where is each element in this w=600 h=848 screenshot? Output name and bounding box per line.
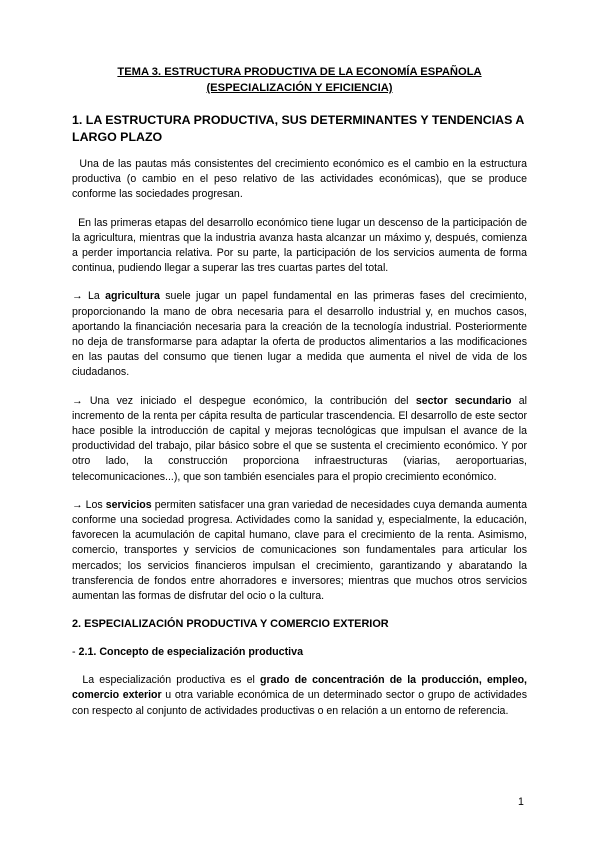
section-1-heading: 1. LA ESTRUCTURA PRODUCTIVA, SUS DETERMINANTES Y TENDENCIAS A LARGO PLAZO [72, 113, 524, 144]
document-page [72, 64, 527, 719]
agriculture-paragraph: → La agricultura suele jugar un papel fundamental en las primeras fases del crecimiento, proporcionando la mano de obra necesaria para el desarrollo industrial y, en muchos casos, aportando la financiación necesaria para la creación de la tecnología industrial. Posteriormente no deja de transformarse para adaptar la oferta de productos alimentarios a las modificaciones en las pautas del consumo que tienen lugar a medida que aumenta el nivel de vida de los ciudadanos. [72, 290, 528, 379]
arrow-icon: → [72, 394, 83, 407]
services-term: servicios [105, 498, 152, 511]
specialization-definition-paragraph: La especialización productiva es el grado de concentración de la producción, empleo, comercio exterior u otra variable económica de un determinado sector o grupo de actividades con respecto al conjunto de actividades productivas o en relación a un entorno de referencia. [72, 674, 528, 717]
secondary-sector-term: sector secundario [415, 394, 512, 407]
section-2-heading: 2. ESPECIALIZACIÓN PRODUCTIVA Y COMERCIO EXTERIOR [72, 618, 389, 631]
arrow-icon: → [72, 498, 83, 511]
title-line-2: (ESPECIALIZACIÓN Y EFICIENCIA) [206, 82, 393, 94]
section-1-paragraph-1: Una de las pautas más consistentes del crecimiento económico es el cambio en la estructura productiva (o cambio en el peso relativo de las actividades económicas), que se produce conforme las sociedades progresan. [72, 158, 528, 201]
agriculture-term: agricultura [105, 290, 160, 303]
section-1-paragraph-2: En las primeras etapas del desarrollo económico tiene lugar un descenso de la participación de la agricultura, mientras que la industria avanza hasta alcanzar un máximo y, después, comienza a perder importancia relativa. Por su parte, la participación de los servicios aumenta de forma continua, pudiendo llegar a superar las tres cuartas partes del total. [72, 216, 528, 275]
specialization-key-terms: grado de concentración de la producción, empleo, comercio exterior [72, 674, 528, 702]
title-line-1: TEMA 3. ESTRUCTURA PRODUCTIVA DE LA ECONOMÍA ESPAÑOLA [117, 66, 482, 78]
services-paragraph: → Los servicios permiten satisfacer una gran variedad de necesidades cuya demanda aumenta conforme una sociedad progresa. Actividades como la sanidad y, especialmente, la educación, favorecen la acumulación de capital humano, clave para el crecimiento de la renta. Asimismo, comercio, transportes y servicios de comunicaciones son fundamentales para articular los mercados; los servicios financieros impulsan el crecimiento, garantizando y abaratando la transferencia de fondos entre ahorradores e inversores; mientras que muchos otros servicios aumentan las formas de disfrutar del ocio o la cultura. [72, 498, 527, 603]
secondary-sector-paragraph: → Una vez iniciado el despegue económico, la contribución del sector secundario al incremento de la renta per cápita resulta de particular trascendencia. El desarrollo de este sector hace posible la introducción de capital y mejoras tecnológicas que impulsan el avance de la productividad del trabajo, pilar básico sobre el que se sustenta el crecimiento económico. Y por otro lado, la construcción proporciona infraestructuras (viarias, aeroportuarias, telecomunicaciones...), que son también esenciales para el propio crecimiento económico. [72, 394, 527, 483]
arrow-icon: → [72, 290, 83, 303]
document-title [72, 64, 527, 96]
subsection-2-1-heading: - 2.1. Concepto de especialización productiva [72, 646, 304, 659]
page-number: 1 [518, 796, 524, 808]
